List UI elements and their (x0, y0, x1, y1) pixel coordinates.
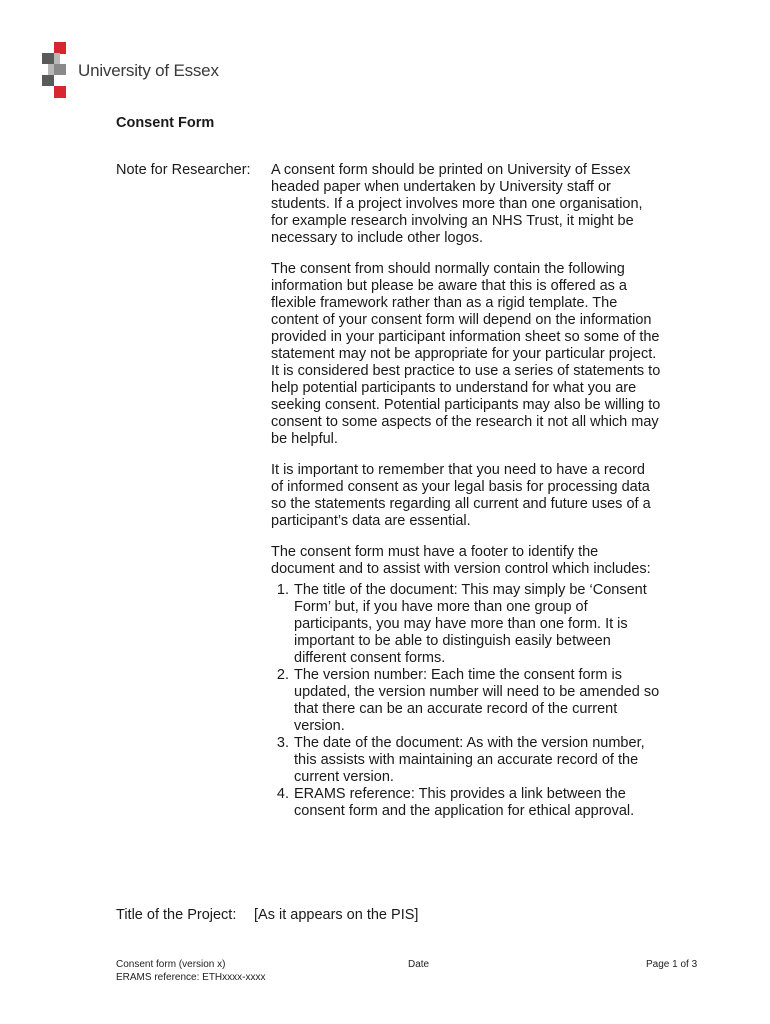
paragraph: It is important to remember that you need to have a record of informed consent as your legal basis for processing data so the statements regarding all current and future uses of a participant’s data are essential. (271, 462, 651, 529)
project-title-row (116, 907, 419, 923)
university-logo (40, 42, 240, 100)
footer-date: Date (408, 959, 430, 970)
paragraph: The consent form must have a footer to identify the document and to assist with version control which includes: (271, 544, 651, 577)
document-title: Consent Form (116, 115, 215, 131)
project-title-label: Title of the Project: (116, 907, 237, 923)
list-item: 4. ERAMS reference: This provides a link between the consent form and the application for ethical approval. (293, 786, 661, 820)
paragraph: The consent from should normally contain the following information but please be aware that this is offered as a flexible framework rather than as a rigid template. The content of your consent form will depend on the information provided in your participant information sheet so some of the statement may not be appropriate for your particular project. It is considered best practice to use a series of statements to help potential participants to understand for what you are seeking consent. Potential participants may also be willing to consent to some aspects of the research it not all which may be helpful. (271, 261, 661, 447)
footer-version: Consent form (version x) (116, 959, 226, 970)
list-item: 1. The title of the document: This may simply be ‘Consent Form’ but, if you have more than one group of participants, you may have more than one form. It is important to be able to distinguish easily between different consent forms. (293, 582, 661, 667)
footer-requirements-list (271, 582, 661, 820)
logo-text: University of Essex (78, 61, 219, 80)
logo-squares-icon (40, 42, 70, 100)
note-label: Note for Researcher: (116, 162, 251, 178)
footer-erams-reference: ERAMS reference: ETHxxxx-xxxx (116, 972, 266, 983)
list-item: 2. The version number: Each time the consent form is updated, the version number will need to be amended so that there can be an accurate record of the current version. (293, 667, 661, 735)
note-body (271, 162, 661, 820)
paragraph: A consent form should be printed on University of Essex headed paper when undertaken by University staff or students. If a project involves more than one organisation, for example research involving an NHS Trust, it might be necessary to include other logos. (271, 162, 643, 246)
footer-page-number: Page 1 of 3 (646, 959, 698, 970)
list-item: 3. The date of the document: As with the version number, this assists with maintaining an accurate record of the current version. (293, 735, 661, 786)
footer-left (116, 958, 265, 984)
project-title-value: [As it appears on the PIS] (254, 907, 419, 923)
